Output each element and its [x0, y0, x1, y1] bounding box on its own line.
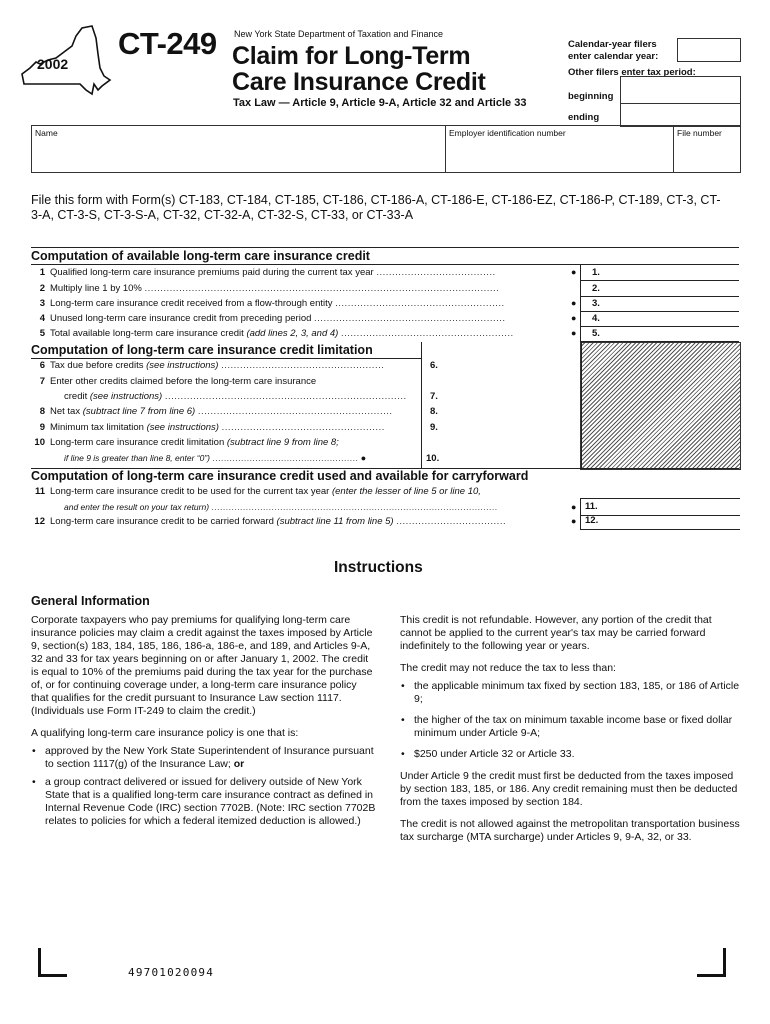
line-text: Net tax: [50, 406, 81, 417]
line-10-continued: [31, 453, 366, 463]
bullet-text: approved by the New York State Superintendent of Insurance pursuant to section 1117(g) of the Insurance Law;: [45, 745, 374, 770]
department-name: New York State Department of Taxation and Finance: [234, 29, 443, 39]
line-12: [31, 516, 506, 527]
name-label: Name: [35, 128, 58, 138]
leader-dots: ...................................: [396, 516, 507, 527]
paragraph: The credit is not allowed against the metropolitan transportation business tax surcharge (MTA surcharge) under Articles 9, 9-A, 32, or 33.: [400, 818, 740, 843]
leader-dots: ...................................................: [212, 453, 359, 463]
line-note: and enter the result on your tax return): [64, 502, 210, 512]
line-7: [31, 376, 316, 387]
period-beginning-field[interactable]: [620, 76, 741, 104]
section3-title: Computation of long-term care insurance credit used and available for carryforward: [31, 469, 529, 483]
leader-dots: ..............................................................: [197, 406, 393, 417]
line-note: (see instructions): [146, 422, 219, 433]
barcode-number: 49701020094: [128, 966, 215, 979]
line-note: (see instructions): [146, 360, 219, 371]
line-11-box-label: 11.: [585, 501, 598, 512]
line-6: [31, 360, 384, 371]
line-note: if line 9 is greater than line 8, enter “0”): [64, 453, 210, 463]
form-title-line2: Care Insurance Credit: [232, 68, 486, 96]
paragraph: Corporate taxpayers who pay premiums for qualifying long-term care insurance policies may claim a credit against the taxes imposed by Article 9, section(s) 183, 184, 185, 186, 186-a, 186-e, and 189, and Articles 9-A, 32 and 33 for tax years beginning on or after January 1, 2002. The credit is equal to 10% of the premiums paid during the tax year for the purchase of, or for continuing coverage under, a long-term care insurance policy that qualifies for the credit pursuant to Insurance Law section 1117. (Individuals use Form IT-249 to claim the credit.): [31, 614, 373, 717]
line-note: (see instructions): [89, 391, 163, 402]
line-note: (subtract line 11 from line 5): [276, 516, 394, 527]
section1-title: Computation of available long-term care insurance credit: [31, 249, 370, 263]
line-text: Long-term care insurance credit received from a flow-through entity: [50, 298, 333, 309]
line-8-box-label: 8.: [430, 406, 438, 417]
line-6-box-label: 6.: [430, 360, 438, 371]
line-number: 9: [39, 422, 45, 433]
line-11-continued: [31, 502, 498, 512]
section-rule: [31, 247, 739, 248]
leader-dots: ....................................................: [221, 422, 385, 433]
calendar-filers-label: [568, 39, 658, 63]
line-number: 7: [39, 376, 45, 387]
paragraph: This credit is not refundable. However, any portion of the credit that cannot be applied to the current year's tax may be carried forward indefinitely to the following year or years.: [400, 614, 712, 652]
line-number: 11: [34, 486, 45, 497]
bullet-text-or: or: [233, 758, 245, 770]
tax-law-reference: Tax Law — Article 9, Article 9-A, Article 32 and Article 33: [233, 97, 527, 109]
line-number: 8: [39, 406, 45, 417]
leader-dots: ....................................................: [221, 360, 385, 371]
line-7-continued: [31, 391, 407, 402]
file-number-field[interactable]: [674, 126, 740, 172]
line-text: Unused long-term care insurance credit from preceding period: [50, 313, 312, 324]
line-text: Minimum tax limitation: [50, 422, 144, 433]
general-information-heading: General Information: [31, 594, 150, 608]
line-9: [31, 422, 385, 433]
ein-label: Employer identification number: [449, 128, 566, 138]
line-2: [31, 283, 499, 294]
line-11: [31, 486, 481, 497]
line-text: Total available long-term care insurance credit: [50, 328, 244, 339]
line-4: [31, 313, 506, 324]
line-12-amount-field[interactable]: [580, 514, 740, 530]
line-text: Enter other credits claimed before the long-term care insurance: [50, 376, 317, 387]
leader-dots: .......................................................: [340, 328, 514, 339]
line-number: 6: [39, 360, 45, 371]
line-text: credit: [64, 391, 88, 402]
line-10: [31, 437, 339, 448]
tax-year: 2002: [37, 56, 69, 72]
line-text: Multiply line 1 by 10%: [50, 283, 142, 294]
line-text: Qualified long-term care insurance premiums paid during the current tax year: [50, 267, 374, 278]
line-5-box-label: 5.: [592, 328, 600, 339]
line-5: [31, 328, 514, 339]
line-number: 1: [39, 267, 45, 278]
leader-dots: .............................................................................: [164, 391, 407, 402]
line-8: [31, 406, 393, 417]
line-number: 5: [39, 328, 45, 339]
bullet-item: • $250 under Article 32 or Article 33.: [400, 748, 745, 761]
name-field[interactable]: [32, 126, 445, 172]
line-6-amount-field[interactable]: [448, 358, 580, 374]
instructions-title: Instructions: [334, 559, 423, 576]
leader-dots: ....................................................................................................: [211, 502, 498, 512]
instructions-right-column: [400, 614, 745, 844]
section1-amount-column: [580, 264, 740, 342]
required-bullet-icon: ●: [571, 313, 577, 323]
instructions-left-column: [31, 614, 376, 828]
bullet-item: [31, 745, 376, 771]
line-10-amount-field[interactable]: [448, 451, 580, 468]
line-number: 3: [39, 298, 45, 309]
other-filers-label: Other filers enter tax period:: [568, 67, 696, 78]
line-7-amount-field[interactable]: [448, 389, 580, 405]
beginning-label: beginning: [568, 91, 614, 102]
line-3-box-label: 3.: [592, 298, 600, 309]
required-bullet-icon: ●: [571, 328, 577, 338]
line-note: (subtract line 9 from line 8;: [226, 437, 339, 448]
calendar-filers-line2: enter calendar year:: [568, 51, 659, 62]
line-text: Long-term care insurance credit to be used for the current tax year: [50, 486, 330, 497]
line-number: 10: [34, 437, 45, 448]
file-with-instruction: File this form with Form(s) CT-183, CT-184, CT-185, CT-186, CT-186-A, CT-186-E, CT-186-EZ, CT-186-P, CT-189, CT-3, CT-3-A, CT-3-S, CT-3-S-A, CT-32, CT-32-A, CT-32-S, CT-33, or CT-33-A: [31, 193, 721, 222]
paragraph: Under Article 9 the credit must first be deducted from the taxes imposed by section 183, 185, or 186. Any credit remaining must then be deducted from the taxes imposed by section 184.: [400, 770, 738, 808]
section-rule: [31, 358, 421, 359]
line-number: 2: [39, 283, 45, 294]
required-bullet-icon: ●: [571, 298, 577, 308]
line-8-amount-field[interactable]: [448, 404, 580, 420]
paragraph: The credit may not reduce the tax to less than:: [400, 662, 616, 674]
period-ending-field[interactable]: [620, 103, 741, 127]
calendar-year-field[interactable]: [677, 38, 741, 62]
line-note: (add lines 2, 3, and 4): [246, 328, 339, 339]
line-9-box-label: 9.: [430, 422, 438, 433]
leader-dots: ......................................: [376, 267, 496, 278]
line-4-box-label: 4.: [592, 313, 600, 324]
registration-mark-left: [38, 948, 67, 977]
ein-field[interactable]: [446, 126, 673, 172]
required-bullet-icon: ●: [360, 453, 367, 463]
line-text: Long-term care insurance credit to be carried forward: [50, 516, 274, 527]
leader-dots: ......................................................: [335, 298, 505, 309]
line-12-box-label: 12.: [585, 515, 599, 526]
leader-dots: .................................................................................................................: [144, 283, 500, 294]
line-10-box-label: 10.: [426, 453, 440, 464]
bullet-item: • the applicable minimum tax fixed by section 183, 185, or 186 of Article 9;: [400, 680, 745, 706]
required-bullet-icon: ●: [571, 516, 577, 526]
form-title-line1: Claim for Long-Term: [232, 42, 471, 70]
bullet-item: • a group contract delivered or issued for delivery outside of New York State that is a qualified long-term care insurance contract as defined in Internal Revenue Code (IRC) section 7702B. (Note: IRC section 7702B relates to policies for which a federal itemized deduction is allowed.): [31, 776, 376, 828]
line-number: 4: [39, 313, 45, 324]
taxpayer-info-box: [31, 125, 741, 173]
line-7-box-label: 7.: [430, 391, 438, 402]
required-bullet-icon: ●: [571, 502, 577, 512]
paragraph: A qualifying long-term care insurance policy is one that is:: [31, 727, 299, 739]
required-bullet-icon: ●: [571, 267, 577, 277]
line-2-box-label: 2.: [592, 283, 600, 294]
line-text: Tax due before credits: [50, 360, 144, 371]
line-3: [31, 298, 505, 309]
registration-mark-right: [697, 948, 726, 977]
line-note: (enter the lesser of line 5 or line 10,: [331, 486, 481, 497]
ending-label: ending: [568, 112, 600, 123]
bullet-item: • the higher of the tax on minimum taxable income base or fixed dollar minimum under Article 9-A;: [400, 714, 745, 740]
file-number-label: File number: [677, 128, 722, 138]
line-text: Long-term care insurance credit limitation: [50, 437, 225, 448]
line-9-amount-field[interactable]: [448, 420, 580, 436]
form-number: CT-249: [118, 26, 217, 61]
line-note: (subtract line 7 from line 6): [82, 406, 196, 417]
section2-title: Computation of long-term care insurance credit limitation: [31, 343, 373, 357]
line-1-box-label: 1.: [592, 267, 600, 278]
line-1: [31, 267, 496, 278]
calendar-filers-line1: Calendar-year filers: [568, 39, 657, 50]
line-number: 12: [34, 516, 45, 527]
leader-dots: .............................................................: [314, 313, 506, 324]
hatched-area: [580, 342, 741, 470]
